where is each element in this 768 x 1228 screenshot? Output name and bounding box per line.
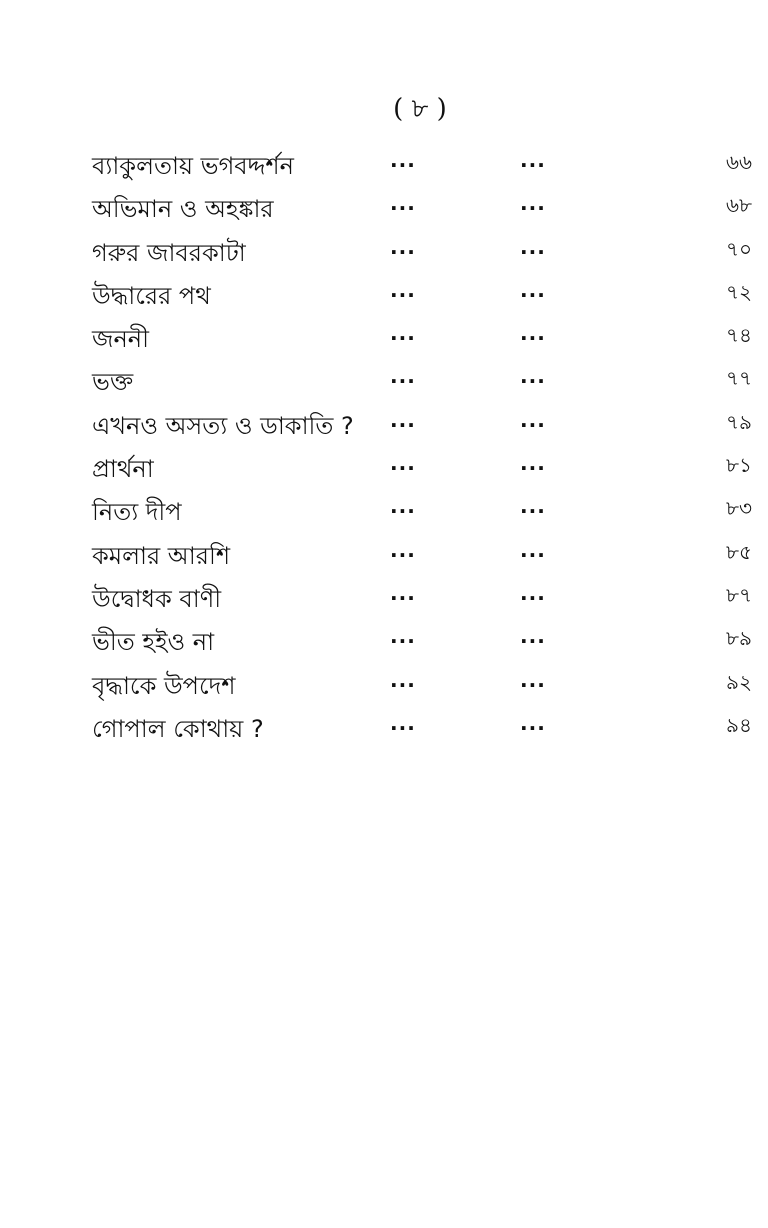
toc-row	[0, 709, 768, 752]
dot-leader: ...	[520, 234, 546, 259]
toc-entry-page: ৯৪	[726, 712, 752, 737]
toc-row	[0, 319, 768, 362]
toc-entry-page: ৬৮	[726, 193, 752, 218]
toc-entry-title: জননী	[92, 325, 149, 354]
toc-entry-title: প্রার্থনা	[92, 455, 154, 484]
toc-entry-page: ৮৯	[726, 626, 752, 651]
dot-leader: ...	[520, 148, 546, 172]
toc-row	[0, 449, 768, 492]
dot-leader: ...	[390, 364, 416, 389]
toc-row	[0, 666, 768, 709]
toc-row	[0, 362, 768, 405]
dot-leader: ...	[390, 321, 416, 346]
dot-leader: ...	[390, 494, 416, 519]
toc-row	[0, 492, 768, 535]
table-of-contents	[0, 146, 768, 752]
toc-entry-title: বৃদ্ধাকে উপদেশ	[92, 671, 236, 700]
dot-leader: ...	[390, 580, 416, 605]
toc-entry-title: এখনও অসত্য ও ডাকাতি ?	[92, 411, 354, 440]
dot-leader: ...	[520, 624, 546, 649]
toc-row	[0, 146, 768, 189]
dot-leader: ...	[520, 667, 546, 692]
toc-row	[0, 233, 768, 276]
toc-entry-title: নিত্য দীপ	[92, 498, 182, 527]
dot-leader: ...	[520, 407, 546, 432]
dot-leader: ...	[520, 451, 546, 476]
dot-leader: ...	[520, 580, 546, 605]
toc-row	[0, 406, 768, 449]
dot-leader: ...	[520, 277, 546, 302]
toc-row	[0, 276, 768, 319]
dot-leader: ...	[390, 191, 416, 216]
dot-leader: ...	[390, 667, 416, 692]
toc-entry-page: ৮৫	[726, 539, 752, 564]
toc-entry-title: গোপাল কোথায় ?	[92, 714, 264, 743]
dot-leader: ...	[390, 234, 416, 259]
dot-leader: ...	[390, 537, 416, 562]
toc-row	[0, 579, 768, 622]
toc-entry-title: উদ্বোধক বাণী	[92, 584, 222, 613]
toc-row	[0, 622, 768, 665]
dot-leader: ...	[520, 494, 546, 519]
dot-leader: ...	[520, 364, 546, 389]
dot-leader: ...	[520, 537, 546, 562]
dot-leader: ...	[390, 277, 416, 302]
dot-leader: ...	[390, 451, 416, 476]
toc-entry-page: ৬৬	[725, 150, 752, 174]
toc-entry-page: ৭২	[725, 279, 752, 304]
dot-leader: ...	[520, 710, 546, 735]
toc-entry-title: ভক্ত	[92, 368, 134, 397]
dot-leader: ...	[520, 191, 546, 216]
toc-entry-page: ৮৩	[726, 496, 752, 521]
dot-leader: ...	[390, 624, 416, 649]
toc-entry-title: উদ্ধারের পথ	[92, 281, 211, 310]
dot-leader: ...	[390, 148, 416, 172]
toc-entry-page: ৮১	[726, 453, 752, 478]
toc-entry-page: ৭৭	[725, 366, 752, 391]
toc-entry-title: অভিমান ও অহঙ্কার	[92, 195, 274, 224]
toc-entry-page: ৭০	[725, 236, 752, 261]
toc-entry-title: কমলার আরশি	[92, 541, 231, 570]
toc-row	[0, 189, 768, 232]
toc-entry-page: ৭৯	[726, 409, 752, 434]
toc-entry-title: গরুর জাবরকাটা	[92, 238, 246, 267]
dot-leader: ...	[390, 710, 416, 735]
toc-entry-page: ৭৪	[726, 323, 752, 348]
dot-leader: ...	[390, 407, 416, 432]
page-number: ( ৮ )	[393, 94, 447, 124]
toc-row	[0, 536, 768, 579]
dot-leader: ...	[520, 321, 546, 346]
toc-entry-title: ব্যাকুলতায় ভগবদ্দর্শন	[92, 152, 294, 180]
toc-entry-page: ৮৭	[726, 582, 752, 607]
toc-entry-page: ৯২	[726, 669, 752, 694]
toc-entry-title: ভীত হইও না	[92, 628, 215, 657]
